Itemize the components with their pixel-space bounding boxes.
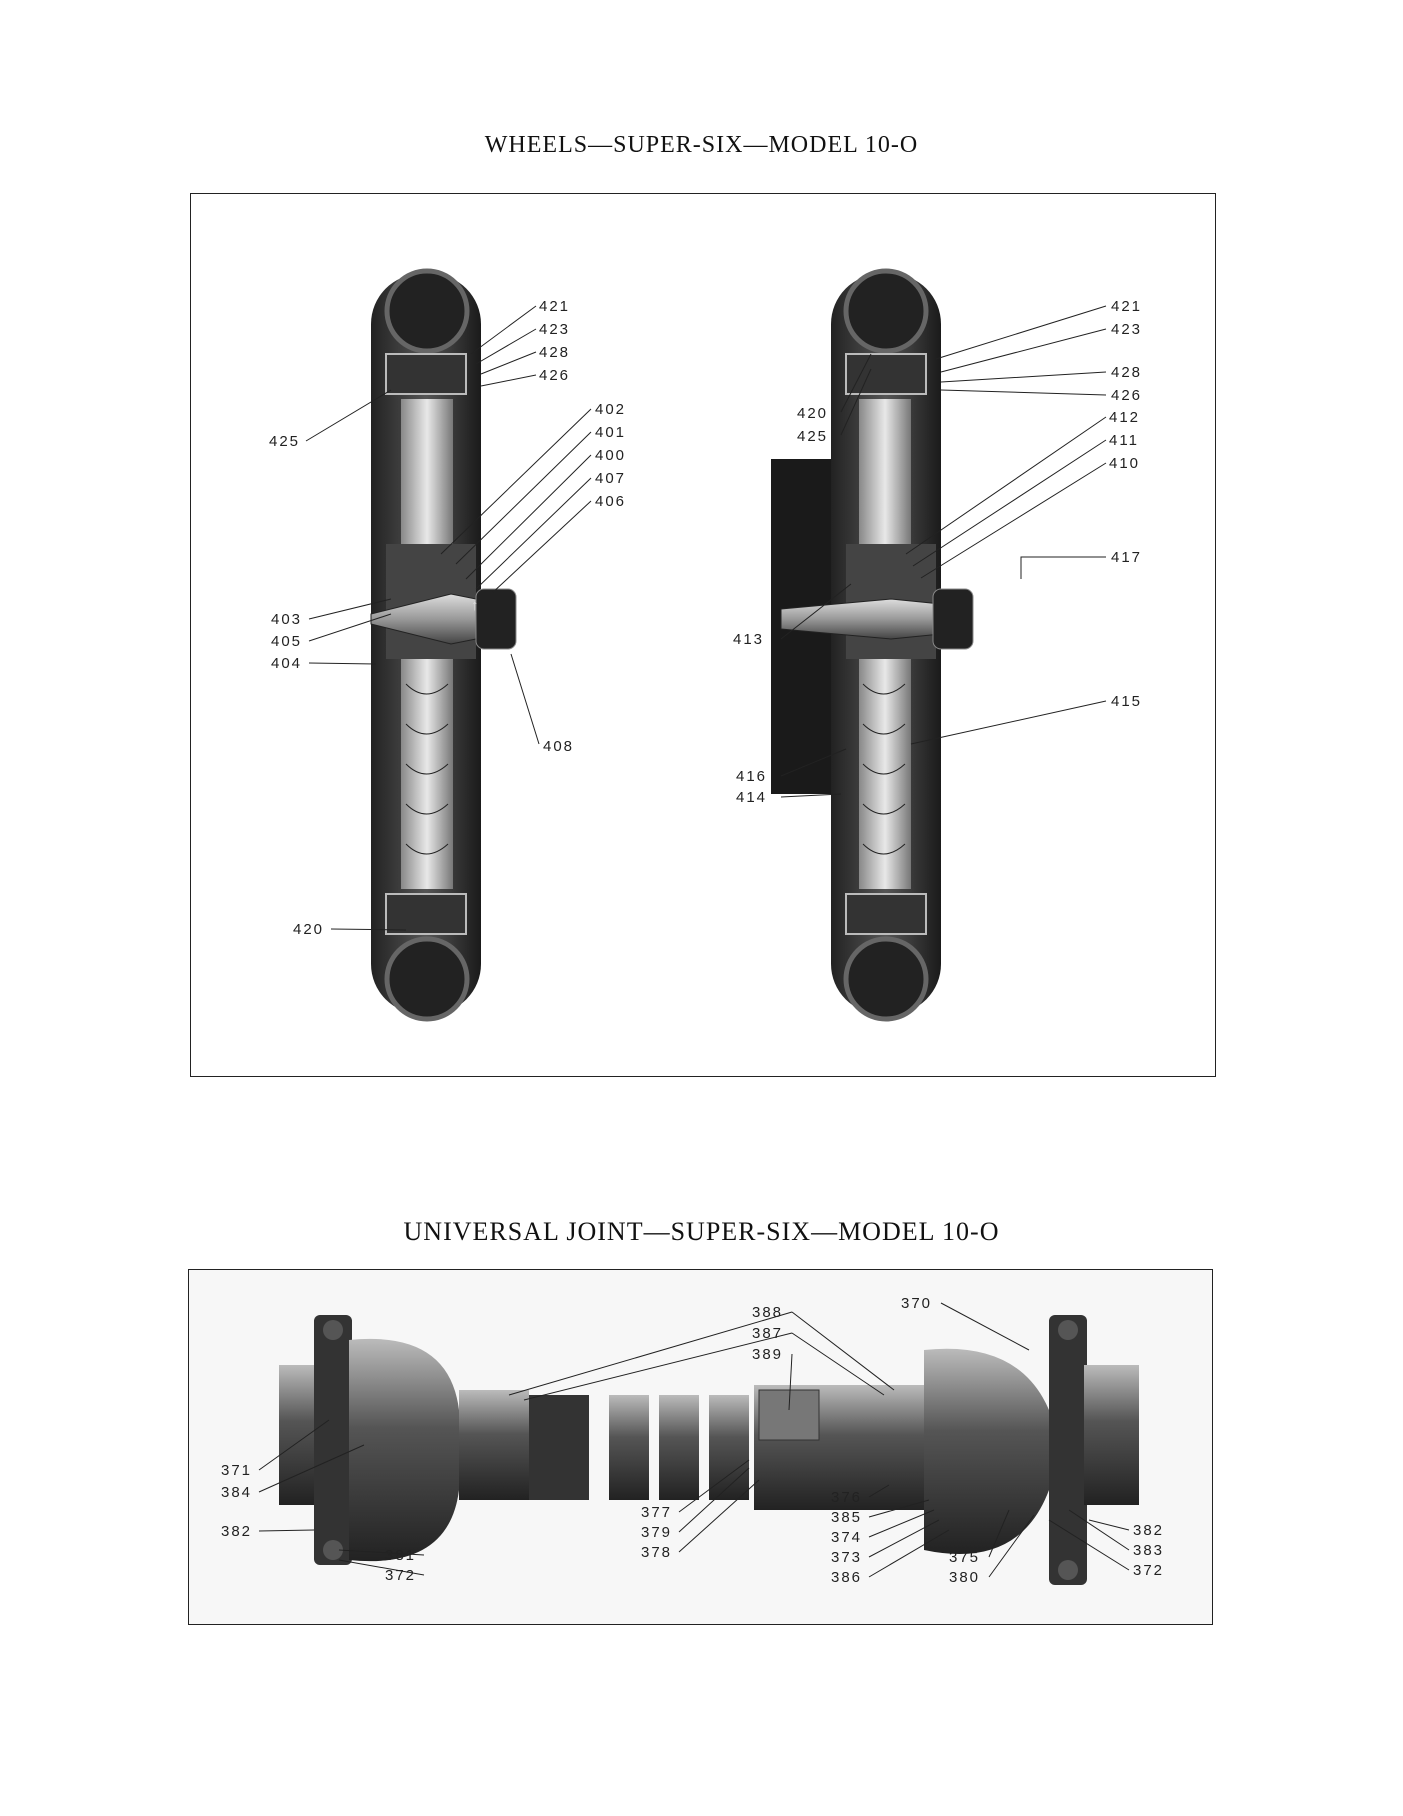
- callout-label: 417: [1111, 549, 1143, 566]
- callout-label: 389: [752, 1346, 784, 1363]
- callout-label: 402: [595, 401, 627, 418]
- callout-label: 404: [271, 655, 303, 672]
- wheels-diagram-panel: [190, 193, 1216, 1077]
- callout-label: 420: [797, 405, 829, 422]
- callout-label: 423: [539, 321, 571, 338]
- callout-label: 428: [539, 344, 571, 361]
- callout-label: 426: [1111, 387, 1143, 404]
- callout-label: 382: [1133, 1522, 1165, 1539]
- callout-label: 385: [831, 1509, 863, 1526]
- callout-label: 378: [641, 1544, 673, 1561]
- callout-label: 384: [221, 1484, 253, 1501]
- callout-label: 383: [1133, 1542, 1165, 1559]
- callout-label: 407: [595, 470, 627, 487]
- callout-label: 387: [752, 1325, 784, 1342]
- universal-joint-title: UNIVERSAL JOINT—SUPER-SIX—MODEL 10-O: [403, 1217, 1000, 1246]
- callout-label: 405: [271, 633, 303, 650]
- callout-label: 379: [641, 1524, 673, 1541]
- callout-label: 421: [539, 298, 571, 315]
- callout-label: 372: [385, 1567, 417, 1584]
- callout-label: 388: [752, 1304, 784, 1321]
- callout-label: 373: [831, 1549, 863, 1566]
- universal-joint-assembly: [279, 1315, 1139, 1585]
- callout-label: 415: [1111, 693, 1143, 710]
- callout-label: 425: [269, 433, 301, 450]
- callout-label: 428: [1111, 364, 1143, 381]
- callout-label: 381: [385, 1547, 417, 1564]
- callout-label: 380: [949, 1569, 981, 1586]
- wheels-title: WHEELS—SUPER-SIX—MODEL 10-O: [484, 132, 919, 158]
- callout-label: 377: [641, 1504, 673, 1521]
- callout-label: 421: [1111, 298, 1143, 315]
- callout-label: 408: [543, 738, 575, 755]
- callout-label: 426: [539, 367, 571, 384]
- callout-label: 425: [797, 428, 829, 445]
- callout-label: 400: [595, 447, 627, 464]
- callout-label: 403: [271, 611, 303, 628]
- callout-label: 371: [221, 1462, 253, 1479]
- callout-label: 414: [736, 789, 768, 806]
- callout-label: 376: [831, 1489, 863, 1506]
- universal-joint-diagram-panel: [188, 1269, 1213, 1625]
- callout-label: 413: [733, 631, 765, 648]
- callout-label: 375: [949, 1549, 981, 1566]
- callout-label: 374: [831, 1529, 863, 1546]
- callout-label: 416: [736, 768, 768, 785]
- callout-label: 372: [1133, 1562, 1165, 1579]
- universal-joint-diagram: [189, 1270, 1212, 1624]
- callout-label: 406: [595, 493, 627, 510]
- callout-label: 401: [595, 424, 627, 441]
- callout-label: 370: [901, 1295, 933, 1312]
- callout-label: 386: [831, 1569, 863, 1586]
- wheels-diagram: [191, 194, 1215, 1076]
- callout-label: 423: [1111, 321, 1143, 338]
- callout-label: 410: [1109, 455, 1141, 472]
- svg-text:↑: ↑: [471, 597, 481, 614]
- callout-label: 420: [293, 921, 325, 938]
- callout-label: 382: [221, 1523, 253, 1540]
- callout-label: 412: [1109, 409, 1141, 426]
- right-wheel-cross-section: [771, 271, 973, 1019]
- callout-label: 411: [1109, 432, 1139, 449]
